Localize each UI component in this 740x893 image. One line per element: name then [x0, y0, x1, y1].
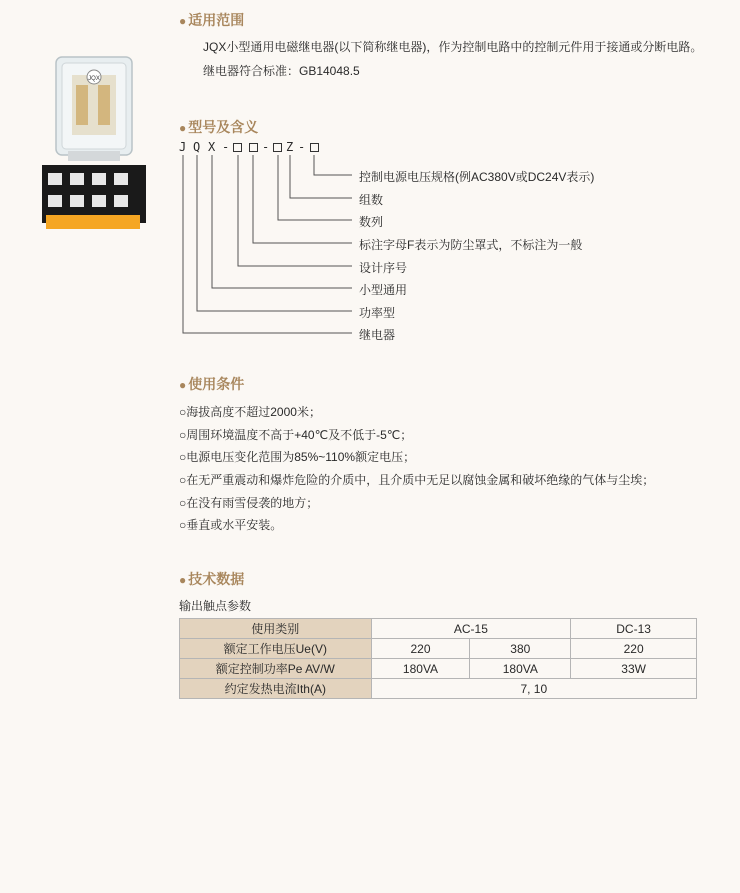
- model-meaning-relay: 继电器: [359, 328, 396, 342]
- table-header-cell: 额定工作电压Ue(V): [180, 639, 372, 659]
- table-header-cell: 约定发热电流Ith(A): [180, 679, 372, 699]
- code-char-q: Q: [193, 140, 201, 154]
- table-header-cell: 使用类别: [180, 619, 372, 639]
- scope-description: JQX小型通用电磁继电器(以下简称继电器)，作为控制电路中的控制元件用于接通或分断电路。: [203, 40, 703, 54]
- condition-item: ○在没有雨雪侵袭的地方；: [179, 496, 319, 510]
- table-cell: 7, 10: [371, 679, 696, 699]
- model-meaning-dustproof: 标注字母F表示为防尘罩式，不标注为一般: [359, 238, 583, 252]
- scope-standard: 继电器符合标准：GB14048.5: [203, 64, 360, 78]
- code-dash: -: [262, 140, 270, 154]
- condition-item: ○电源电压变化范围为85%~110%额定电压；: [179, 450, 416, 464]
- model-meaning-groups: 组数: [359, 193, 384, 207]
- table-cell: DC-13: [571, 619, 697, 639]
- code-dash: -: [222, 140, 230, 154]
- table-cell: 220: [371, 639, 470, 659]
- table-row: [180, 659, 697, 679]
- table-cell: 33W: [571, 659, 697, 679]
- condition-item: ○在无严重震动和爆炸危险的介质中，且介质中无足以腐蚀金属和破坏绝缘的气体与尘埃；: [179, 473, 655, 487]
- section-title-conditions: ● 使用条件: [179, 376, 245, 392]
- tech-subtitle: 输出触点参数: [179, 599, 252, 613]
- code-char-j: J: [179, 140, 187, 154]
- table-row: [180, 619, 697, 639]
- model-meaning-design-no: 设计序号: [359, 261, 408, 275]
- model-meaning-power: 功率型: [359, 306, 396, 320]
- code-dash: -: [298, 140, 306, 154]
- table-cell: 180VA: [371, 659, 470, 679]
- relay-label: JQX: [88, 76, 100, 82]
- bullet-dot-icon: ●: [179, 14, 187, 28]
- code-char-x: X: [208, 140, 216, 154]
- table-cell: 380: [470, 639, 571, 659]
- section-title-scope: ● 适用范围: [179, 12, 245, 28]
- code-char-z: Z: [286, 140, 294, 154]
- bullet-dot-icon: ●: [179, 573, 187, 587]
- model-meaning-series: 数列: [359, 215, 384, 229]
- condition-item: ○周围环境温度不高于+40℃及不低于-5℃；: [179, 428, 413, 442]
- table-row: [180, 639, 697, 659]
- section-title-model: ● 型号及含义: [179, 119, 259, 135]
- model-meaning-voltage: 控制电源电压规格(例AC380V或DC24V表示): [359, 170, 595, 184]
- table-cell: 220: [571, 639, 697, 659]
- condition-item: ○海拔高度不超过2000米；: [179, 405, 321, 419]
- model-meaning-small-general: 小型通用: [359, 283, 408, 297]
- bullet-dot-icon: ●: [179, 378, 187, 392]
- table-row: [180, 679, 697, 699]
- condition-item: ○垂直或水平安装。: [179, 518, 283, 532]
- table-cell: 180VA: [470, 659, 571, 679]
- bullet-dot-icon: ●: [179, 121, 187, 135]
- output-contact-table: [179, 618, 697, 699]
- section-title-tech: ● 技术数据: [179, 571, 245, 587]
- table-cell: AC-15: [371, 619, 571, 639]
- table-header-cell: 额定控制功率Pe AV/W: [180, 659, 372, 679]
